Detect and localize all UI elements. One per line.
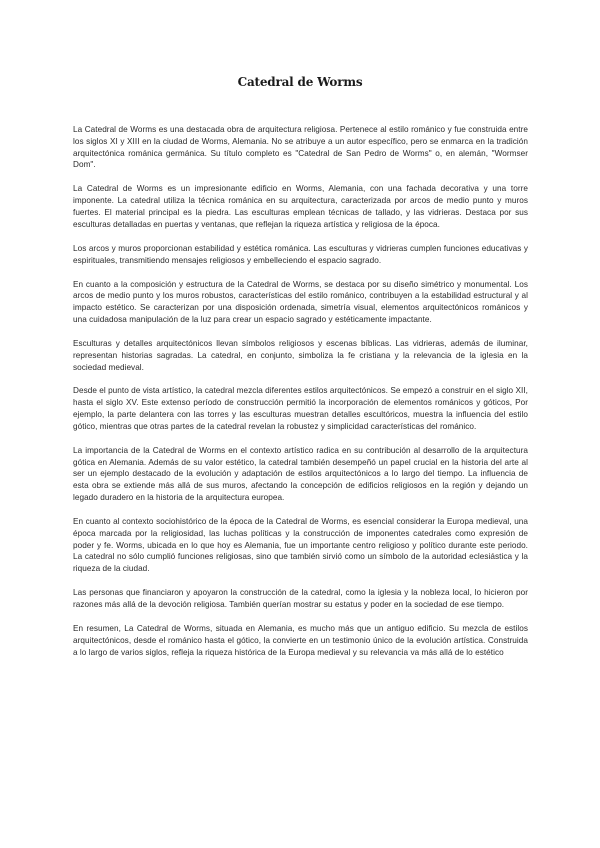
- paragraph-5: Esculturas y detalles arquitectónicos llevan símbolos religiosos y escenas bíblicas. Las vidrieras, además de iluminar, representan historias sagradas. La catedral, en conjunto, simboliza la fe cristiana y la relevancia de la iglesia en la sociedad medieval.: [73, 338, 528, 372]
- paragraph-2: La Catedral de Worms es un impresionante edificio en Worms, Alemania, con una fachada decorativa y una torre imponente. La catedral utiliza la técnica románica en su arquitectura, caracterizada por arcos de medio punto y muros fuertes. El material principal es la piedra. Las esculturas emplean técnicas de tallado, y las vidrieras. Destaca por sus esculturas detalladas en puertas y ventanas, que reflejan la riqueza artística y religiosa de la época.: [73, 184, 528, 229]
- paragraph-7: La importancia de la Catedral de Worms en el contexto artístico radica en su contribución al desarrollo de la arquitectura gótica en Alemania. Además de su valor estético, la catedral también desempeñó un papel crucial en la historia del arte al ser un ejemplo destacado de la evolución y adaptación de estilos arquitectónicos a lo largo del tiempo. La influencia de esta obra se extiende más allá de sus muros, afectando la concepción de edificios religiosos en la región y dejando un legado duradero en la historia de la arquitectura europea.: [73, 445, 528, 503]
- paragraph-9: Las personas que financiaron y apoyaron la construcción de la catedral, como la iglesia y la nobleza local, lo hicieron por razones más allá de la devoción religiosa. También querían mostrar su estatus y poder en la sociedad de ese tiempo.: [73, 588, 528, 609]
- paragraph-3: Los arcos y muros proporcionan estabilidad y estética románica. Las esculturas y vidrieras cumplen funciones educativas y espirituales, transmitiendo mensajes religiosos y embelleciendo el espacio sagrado.: [73, 243, 528, 265]
- paragraph-8: En cuanto al contexto sociohistórico de la época de la Catedral de Worms, es esencial considerar la Europa medieval, una época marcada por la religiosidad, las luchas políticas y la construcción de imponentes catedrales como expresión de poder y fe. Worms, ubicada en lo que hoy es Alemania, fue un importante centro religioso y político durante este periodo. La catedral no sólo cumplió funciones religiosas, sino que también sirvió como un símbolo de la autoridad eclesiástica y la riqueza de la ciudad.: [73, 517, 528, 574]
- document-body: [73, 124, 528, 671]
- paragraph-4: En cuanto a la composición y estructura de la Catedral de Worms, se destaca por su diseño simétrico y monumental. Los arcos de medio punto y los muros robustos, características del estilo románico, contribuyen a la estabilidad estructural y al impacto estético. Se caracterizan por una disposición ordenada, simetría visual, elementos arquitectónicos románicos y una cuidadosa manipulación de la luz para crear un espacio sagrado y estéticamente impactante.: [73, 279, 528, 324]
- document-title: Catedral de Worms: [237, 75, 363, 89]
- paragraph-10: En resumen, La Catedral de Worms, situada en Alemania, es mucho más que un antiguo edificio. Su mezcla de estilos arquitectónicos, desde el románico hasta el gótico, la convierte en un testimonio único de la evolución artística. Construida a lo largo de varios siglos, refleja la riqueza histórica de la Europa medieval y su relevancia va más allá de lo estético: [73, 623, 528, 657]
- paragraph-1: La Catedral de Worms es una destacada obra de arquitectura religiosa. Pertenece al estilo románico y fue construida entre los siglos XI y XIII en la ciudad de Worms, Alemania. No se atribuye a un autor específico, pero se enmarca en la tradición arquitectónica románica germánica. Su título completo es "Catedral de San Pedro de Worms" o, en alemán, "Wormser Dom".: [73, 125, 528, 170]
- paragraph-6: Desde el punto de vista artístico, la catedral mezcla diferentes estilos arquitectónicos. Se empezó a construir en el siglo XII, hasta el siglo XV. Este extenso período de construcción permitió la incorporación de elementos románicos y góticos, Por ejemplo, la parte delantera con las torres y las esculturas muestran detalles escultóricos, muestra la influencia del estilo gótico, mientras que otras partes de la catedral revelan la robustez y simplicidad características del románico.: [73, 386, 528, 431]
